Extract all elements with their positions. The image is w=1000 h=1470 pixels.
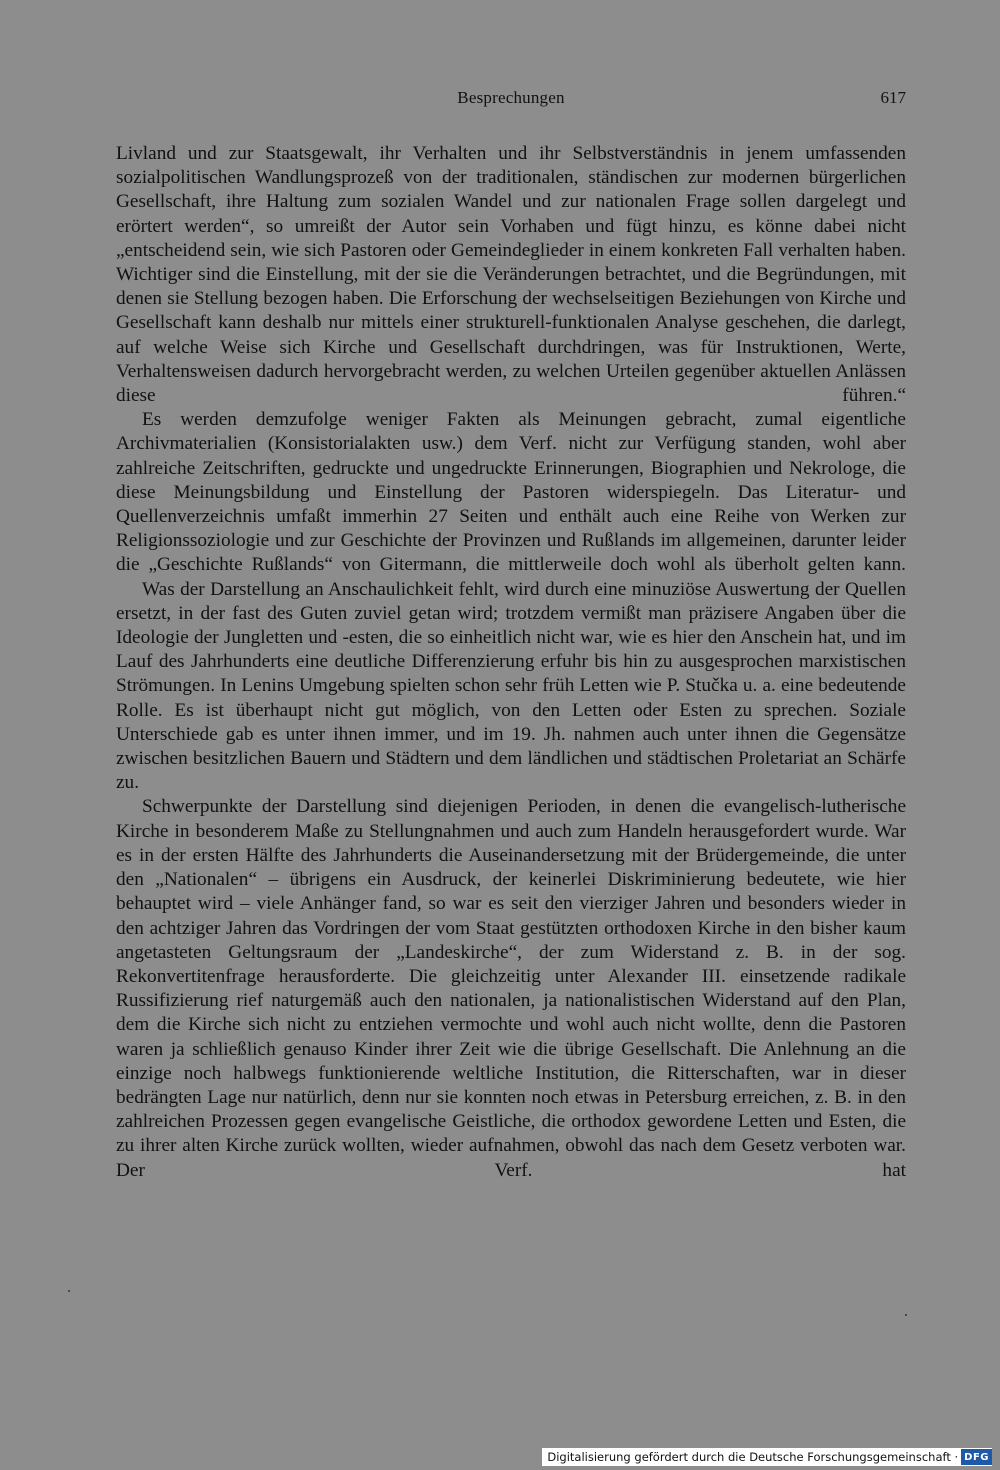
- scan-speck: [68, 1290, 70, 1292]
- paragraph-3: Was der Darstellung an Anschaulichkeit fehlt, wird durch eine minuziöse Auswertung der Quellen ersetzt, in der fast des Guten zuviel getan wird; trotzdem vermißt man präzisere Angaben über die Ideologie der Jungletten und -esten, die so einheitlich nicht war, wie es hier den Anschein hat, und im Lauf des Jahrhunderts eine deutliche Differenzierung erfuhr bis hin zu ausgesprochen marxistischen Strömungen. In Lenins Umgebung spielten schon sehr früh Letten wie P. Stučka u. a. eine bedeutende Rolle. Es ist überhaupt nicht gut möglich, von den Letten oder Esten zu sprechen. Soziale Unterschiede gab es unter ihnen immer, und im 19. Jh. nahmen auch unter ihnen die Gegensätze zwischen besitzlichen Bauern und Städtern und dem ländlichen und städtischen Proletariat an Schärfe zu.: [116, 578, 906, 794]
- running-title: Besprechungen: [457, 88, 565, 107]
- scan-speck: [905, 1314, 907, 1316]
- paragraph-2: Es werden demzufolge weniger Fakten als Meinungen gebracht, zumal eigentliche Archivmaterialien (Konsistorialakten usw.) dem Verf. nicht zur Verfügung standen, wohl aber zahlreiche Zeitschriften, gedruckte und ungedruckte Erinnerungen, Biographien und Nekrologe, die diese Meinungsbildung und Einstellung der Pastoren widerspiegeln. Das Literatur- und Quellenverzeichnis umfaßt immerhin 27 Seiten und enthält auch eine Reihe von Werken zur Religionssoziologie und zur Geschichte der Provinzen und Rußlands im allgemeinen, darunter leider die „Geschichte Rußlands“ von Gitermann, die mittlerweile doch wohl als überholt gelten kann.: [116, 409, 906, 576]
- article-body: [116, 142, 906, 1183]
- digitization-footer: [542, 1448, 992, 1466]
- paragraph-1: Livland und zur Staatsgewalt, ihr Verhalten und ihr Selbstverständnis in jenem umfassenden sozialpolitischen Wandlungsprozeß von der traditionalen, ständischen zur modernen bürgerlichen Gesellschaft, ihre Haltung zum sozialen Wandel und zur nationalen Frage sollen dargelegt und erörtert werden“, so umreißt der Autor sein Vorhaben und fügt hinzu, es könne dabei nicht „entscheidend sein, wie sich Pastoren oder Gemeindeglieder in einem konkreten Fall verhalten haben. Wichtiger sind die Einstellung, mit der sie die Veränderungen betrachtet, und die Begründungen, mit denen sie Stellung bezogen haben. Die Erforschung der wechselseitigen Beziehungen von Kirche und Gesellschaft kann deshalb nur mittels einer strukturell-funktionalen Analyse geschehen, die darlegt, auf welche Weise sich Kirche und Gesellschaft durchdringen, was für Instruktionen, Werte, Verhaltensweisen dadurch hervorgebracht werden, zu welchen Urteilen gegenüber aktuellen Anlässen diese führen.“: [116, 143, 906, 407]
- dfg-logo-icon: DFG: [961, 1449, 992, 1465]
- paragraph-4: Schwerpunkte der Darstellung sind diejenigen Perioden, in denen die evangelisch-lutherische Kirche in besonderem Maße zu Stellungnahmen und auch zum Handeln herausgefordert wurde. War es in der ersten Hälfte des Jahrhunderts die Auseinandersetzung mit der Brüdergemeinde, die unter den „Nationalen“ – übrigens ein Ausdruck, der keinerlei Diskriminierung bedeutete, wie hier behauptet wird – viele Anhänger fand, so war es seit den vierziger Jahren und besonders wieder in den achtziger Jahren das Vordringen der vom Staat gestützten orthodoxen Kirche in den bisher kaum angetasteten Geltungsraum der „Landeskirche“, der zum Widerstand z. B. in der sog. Rekonvertitenfrage herausforderte. Die gleichzeitig unter Alexander III. einsetzende radikale Russifizierung rief naturgemäß auch den nationalen, ja nationalistischen Widerstand auf den Plan, dem die Kirche sich nicht zu entziehen vermochte und wohl auch nicht wollte, denn die Pastoren waren ja schließlich genauso Kinder ihrer Zeit wie die übrige Gesellschaft. Die Anlehnung an die einzige noch halbwegs funktionierende weltliche Institution, die Ritterschaften, war in dieser bedrängten Lage nur natürlich, denn nur sie konnten noch etwas in Petersburg erreichen, z. B. in den zahlreichen Prozessen gegen evangelische Geistliche, die orthodox gewordene Letten und Esten, die zu ihrer alten Kirche zurück wollten, wieder aufnahmen, obwohl das nach dem Gesetz verboten war. Der Verf. hat: [116, 796, 906, 1181]
- funding-credit: Digitalisierung gefördert durch die Deutsche Forschungsgemeinschaft ·: [547, 1450, 959, 1464]
- page-number: 617: [880, 88, 906, 107]
- page-header: [116, 88, 906, 114]
